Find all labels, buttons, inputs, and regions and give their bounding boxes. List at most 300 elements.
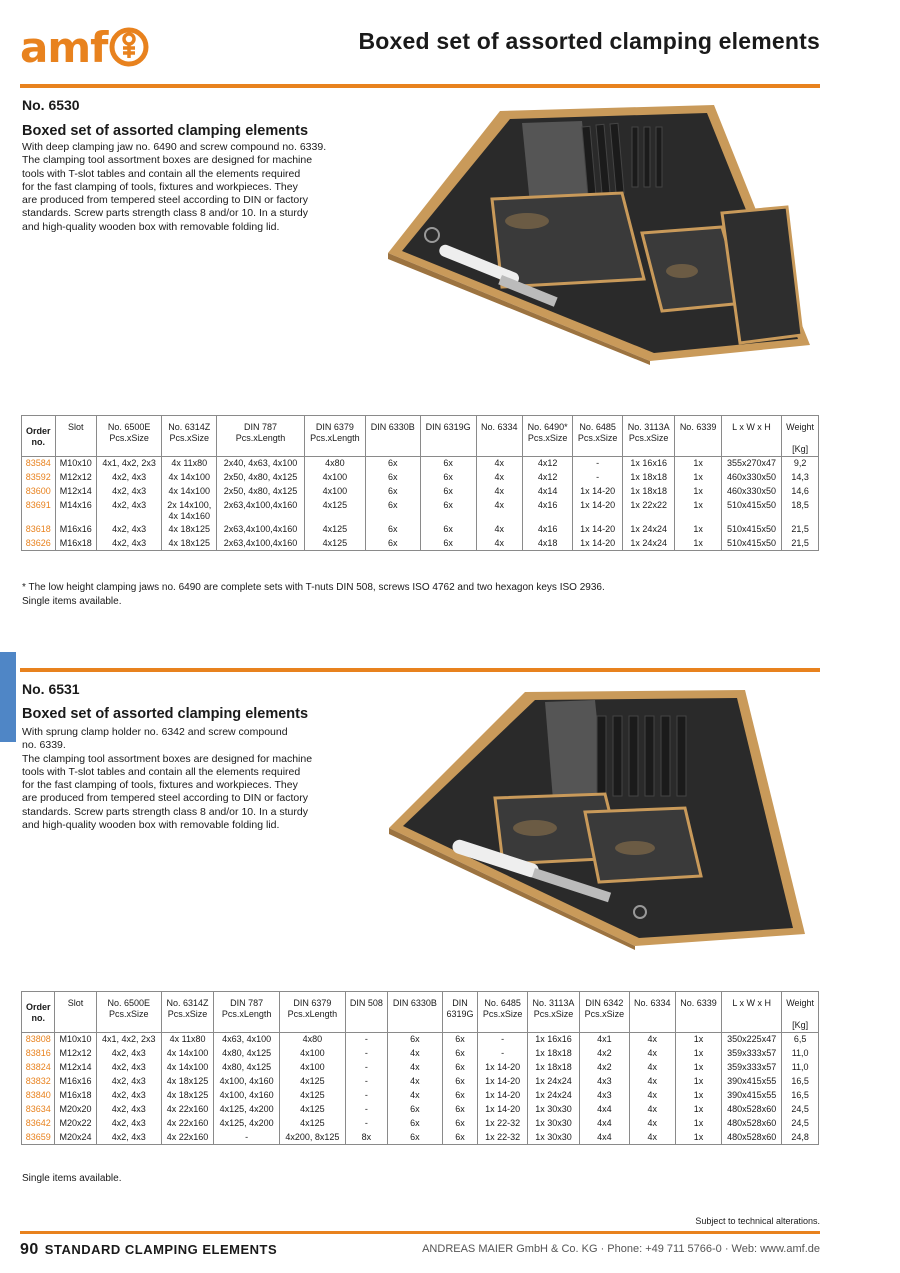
column-header-line: DIN 787 [244,422,278,432]
table-cell: 4x1, 4x2, 2x3 [96,457,161,471]
column-header [22,992,55,1033]
table-cell: 9,2 [782,457,819,471]
table-cell: M12x12 [55,1047,96,1061]
page-title: Boxed set of assorted clamping elements [358,28,820,54]
column-header [675,992,721,1033]
section-name: STANDARD CLAMPING ELEMENTS [44,1242,278,1257]
amf-logo [20,24,149,70]
table-cell: 4x80 [279,1033,345,1047]
table-cell: 6x [442,1103,478,1117]
table-cell: 4x16 [522,523,572,537]
table-cell: M10x10 [55,457,96,471]
table-cell: 4x 18x125 [162,523,217,537]
table-cell: 4x 18x125 [161,1075,213,1089]
column-header [675,416,721,457]
table-cell: 4x [629,1075,675,1089]
column-header [279,992,345,1033]
column-header [782,416,819,457]
column-header-line [784,1009,816,1020]
column-header-line: DIN 6379 [293,998,332,1008]
table-cell: M12x14 [55,485,96,499]
column-header [527,992,579,1033]
table-cell: 1x 14-20 [478,1061,528,1075]
table-row [22,537,819,551]
table-cell: 2x 14x100, 4x 14x160 [162,499,217,523]
table-cell: 21,5 [782,537,819,551]
column-header [782,992,819,1033]
table-cell: 1x [675,457,721,471]
column-header-line: No. 6500E [107,422,151,432]
column-header-line: Pcs.xSize [584,1009,625,1019]
table-row [22,1089,819,1103]
table-cell: 1x 14-20 [573,485,623,499]
column-header [217,416,305,457]
column-header-line: Slot [67,998,84,1008]
table-cell: 6x [365,537,420,551]
column-header [55,992,96,1033]
table-cell: 4x80, 4x125 [214,1047,280,1061]
footer-rule [20,1231,820,1234]
table-cell: 460x330x50 [721,485,781,499]
table-cell: M10x10 [55,1033,96,1047]
table-cell: 1x [675,1047,721,1061]
table-cell: 6x [388,1033,443,1047]
table-cell: 480x528x60 [722,1103,782,1117]
table-cell: 4x125 [304,537,365,551]
order-number-cell: 83659 [22,1131,55,1145]
column-header-line: No. 6500E [107,998,151,1008]
table-cell: 6x [388,1103,443,1117]
table-cell: 24,5 [782,1117,819,1131]
table-cell: 1x 14-20 [573,537,623,551]
table-cell: 4x125 [304,499,365,523]
table-cell: 1x 24x24 [623,523,675,537]
order-number-cell: 83824 [22,1061,55,1075]
table-cell: M12x12 [55,471,96,485]
column-header-line: no. [31,1012,45,1023]
table-cell: - [478,1033,528,1047]
order-number-cell: 83618 [22,523,56,537]
column-header-line: Pcs.xSize [527,433,568,443]
column-header-line: Order [25,1001,51,1012]
table-cell: 4x [388,1089,443,1103]
table-cell: 6x [442,1061,478,1075]
column-header-line: Pcs.xSize [167,1009,208,1019]
table-cell: 4x14 [522,485,572,499]
table-cell: - [345,1061,387,1075]
column-header [55,416,96,457]
table-cell: 6x [420,499,476,523]
table-cell: 4x2, 4x3 [96,1061,161,1075]
table-cell: 1x [675,485,721,499]
table-cell: 1x [675,537,721,551]
column-header-line: DIN 6330B [392,998,437,1008]
table-cell: 4x [388,1061,443,1075]
table-cell: 14,3 [782,471,819,485]
order-number-cell: 83840 [22,1089,55,1103]
section1-single-items: Single items available. [22,596,122,607]
column-header-line: Weight [786,998,815,1008]
table-cell: 4x12 [522,471,572,485]
table-cell: 11,0 [782,1061,819,1075]
table-cell: 4x [476,523,522,537]
table-cell: 2x63,4x100,4x160 [217,499,305,523]
table-cell: 6x [420,523,476,537]
column-header-line: Pcs.xLength [235,433,286,443]
table-cell: 6x [365,485,420,499]
column-header-line: DIN 6379 [315,422,354,432]
table-cell: 350x225x47 [722,1033,782,1047]
table-cell: 1x [675,1131,721,1145]
column-header-line: Pcs.xSize [482,1009,523,1019]
table-cell: 6x [365,499,420,523]
column-header [442,992,478,1033]
table-cell: 1x [675,499,721,523]
table-cell: M16x16 [55,1075,96,1089]
table-cell: 1x 18x18 [623,485,675,499]
table-cell: 6,5 [782,1033,819,1047]
table-cell: 14,6 [782,485,819,499]
column-header [96,992,161,1033]
header-rule [20,84,820,88]
table-cell: 6x [420,537,476,551]
table-cell: M12x14 [55,1061,96,1075]
column-header-line: Pcs.xSize [109,1009,149,1019]
table-cell: 1x 30x30 [527,1103,579,1117]
table-cell: 6x [442,1047,478,1061]
table-cell: 4x2 [580,1047,630,1061]
table-cell: 6x [365,471,420,485]
table-cell: 4x2, 4x3 [96,471,161,485]
table-cell: 4x 18x125 [161,1089,213,1103]
table-cell: 4x [629,1131,675,1145]
table-cell: 4x 18x125 [162,537,217,551]
product-image-6530 [382,103,822,365]
column-header [573,416,623,457]
table-cell: 4x [476,499,522,523]
table-cell: 4x4 [580,1103,630,1117]
table-cell: 8x [345,1131,387,1145]
table-cell: 4x1 [580,1033,630,1047]
table-cell: M14x16 [55,499,96,523]
section2-description: With sprung clamp holder no. 6342 and screw compound no. 6339. The clamping tool assortment boxes are designed for machine tools with T-slot tables and contain all the elements required for the fast clamping of tools, fixtures and workpieces. They are produced from tempered steel according to DIN or factory standards. Screw parts strength class 8 and/or 10. In a sturdy and high-quality wooden box with removable folding lid. [22,726,313,832]
table-cell: 510x415x50 [721,537,781,551]
table-cell: 4x2, 4x3 [96,1117,161,1131]
table-cell: 510x415x50 [721,523,781,537]
table-cell: 6x [365,523,420,537]
column-header [96,416,161,457]
section2-single-items: Single items available. [22,1173,122,1184]
column-header [522,416,572,457]
table-row [22,1117,819,1131]
column-header-line: L x W x H [732,998,772,1008]
section1-title: Boxed set of assorted clamping elements [22,123,309,139]
table-cell: 1x [675,1033,721,1047]
section2-table [21,991,819,1145]
table-cell: 4x [629,1103,675,1117]
table-cell: 4x [629,1047,675,1061]
table-cell: M16x16 [55,523,96,537]
table-cell: - [345,1075,387,1089]
column-header [304,416,365,457]
table-cell: 11,0 [782,1047,819,1061]
table-cell: 4x80 [304,457,365,471]
table-cell: 6x [442,1075,478,1089]
table-cell: 4x [629,1033,675,1047]
table-cell: 24,5 [782,1103,819,1117]
table-cell: 6x [388,1131,443,1145]
table-cell: 4x2, 4x3 [96,1131,161,1145]
table-cell: 510x415x50 [721,499,781,523]
column-header-line: No. 6334 [480,422,518,432]
table-cell: 1x 14-20 [478,1089,528,1103]
table-cell: 390x415x55 [722,1075,782,1089]
table-cell: 4x3 [580,1075,630,1089]
table-cell: 4x100 [279,1061,345,1075]
column-header-line: L x W x H [732,422,771,432]
column-header [629,992,675,1033]
order-number-cell: 83592 [22,471,56,485]
column-header-line: Pcs.xSize [109,433,149,443]
column-header-line: DIN [452,998,468,1008]
column-header [722,992,782,1033]
table-cell: - [345,1117,387,1131]
column-header-line: Weight [786,422,815,432]
table-cell: - [345,1103,387,1117]
order-number-cell: 83832 [22,1075,55,1089]
table-cell: - [345,1089,387,1103]
table-cell: - [214,1131,280,1145]
table-cell: 4x [629,1061,675,1075]
table-cell: 4x125, 4x200 [214,1103,280,1117]
table-cell: 1x [675,1103,721,1117]
table-cell: 4x2, 4x3 [96,485,161,499]
column-header [420,416,476,457]
table-cell: 16,5 [782,1089,819,1103]
table-cell: 1x 24x24 [623,537,675,551]
table-cell: 4x4 [580,1117,630,1131]
column-header [580,992,630,1033]
column-header-line: No. 6334 [633,998,671,1008]
table-row [22,1033,819,1047]
table-cell: 16,5 [782,1075,819,1089]
table-cell: 4x100 [304,485,365,499]
table-cell: 1x 18x18 [527,1061,579,1075]
table-cell: 4x 14x100 [161,1061,213,1075]
table-cell: 2x40, 4x63, 4x100 [217,457,305,471]
table-cell: 4x2, 4x3 [96,1103,161,1117]
table-cell: 390x415x55 [722,1089,782,1103]
table-cell: 4x125 [279,1089,345,1103]
table-cell: 4x2, 4x3 [96,523,161,537]
column-header-line: No. 6314Z [166,998,209,1008]
table-cell: 1x 14-20 [478,1103,528,1117]
column-header-line: No. 6339 [680,998,717,1008]
table-cell: 1x 18x18 [623,471,675,485]
table-cell: 2x50, 4x80, 4x125 [217,471,305,485]
column-header-line: 6319G [446,1009,474,1019]
table-cell: 1x 30x30 [527,1131,579,1145]
table-cell: 1x [675,1089,721,1103]
table-cell: 4x125 [279,1075,345,1089]
table-cell: 4x100 [279,1047,345,1061]
column-header-line: No. 6485 [579,422,616,432]
company-info: ANDREAS MAIER GmbH & Co. KG · Phone: +49 711 5766-0 · Web: www.amf.de [422,1243,820,1255]
section1-description: With deep clamping jaw no. 6490 and screw compound no. 6339. The clamping tool assortment boxes are designed for machine tools with T-slot tables and contain all the elements required for the fast clamping of tools, fixtures and workpieces. They are produced from tempered steel according to DIN or factory standards. Screw parts strength class 8 and/or 10. In a sturdy and high-quality wooden box with removable folding lid. [22,141,327,233]
table-cell: 4x125, 4x200 [214,1117,280,1131]
table-cell: 4x200, 8x125 [279,1131,345,1145]
product-image-6531 [385,688,825,950]
table-cell: 4x18 [522,537,572,551]
table-cell: 6x [442,1089,478,1103]
column-header-line: [Kg] [792,444,809,454]
table-cell: 1x 18x18 [527,1047,579,1061]
table-row [22,457,819,471]
table-cell: 4x1, 4x2, 2x3 [96,1033,161,1047]
table-cell: 4x63, 4x100 [214,1033,280,1047]
column-header-line: No. 6490* [527,422,568,432]
table-cell: 4x2, 4x3 [96,1075,161,1089]
column-header [162,416,217,457]
table-cell: 6x [420,471,476,485]
table-cell: 6x [365,457,420,471]
table-cell: 21,5 [782,523,819,537]
table-cell: 4x 22x160 [161,1103,213,1117]
table-cell: M20x22 [55,1117,96,1131]
column-header [161,992,213,1033]
table-row [22,1103,819,1117]
section-divider [20,668,820,672]
logo-emblem-icon [109,24,149,70]
column-header-line: no. [31,436,46,447]
table-cell: M20x20 [55,1103,96,1117]
table-cell: 4x [629,1089,675,1103]
table-cell: 4x 11x80 [161,1033,213,1047]
table-cell: 4x100, 4x160 [214,1075,280,1089]
column-header-line: DIN 508 [349,998,383,1008]
section1-number: No. 6530 [22,97,80,113]
table-cell: 359x333x57 [722,1061,782,1075]
table-cell: 4x80, 4x125 [214,1061,280,1075]
table-cell: 4x2, 4x3 [96,1089,161,1103]
order-number-cell: 83634 [22,1103,55,1117]
column-header-line: No. 3113A [532,998,575,1008]
table-cell: 4x [476,471,522,485]
column-header-line: No. 6339 [679,422,717,432]
table-cell: 4x3 [580,1089,630,1103]
column-header-line: Pcs.xSize [577,433,618,443]
column-header [476,416,522,457]
table-cell: 1x 16x16 [527,1033,579,1047]
section2-title: Boxed set of assorted clamping elements [22,706,309,722]
table-row [22,499,819,523]
table-cell: 1x 24x24 [527,1075,579,1089]
column-header-line: DIN 6319G [425,422,471,432]
table-cell: 1x [675,1061,721,1075]
column-header-line: [Kg] [792,1020,809,1030]
table-cell: 18,5 [782,499,819,523]
table-cell: 480x528x60 [722,1117,782,1131]
table-row [22,485,819,499]
table-row [22,1075,819,1089]
table-row [22,1131,819,1145]
logo-text: amf [20,22,108,72]
table-cell: 1x 22x22 [623,499,675,523]
table-cell: - [573,457,623,471]
column-header [365,416,420,457]
column-header [214,992,280,1033]
table-cell: 4x 22x160 [161,1117,213,1131]
page-number: 90 [20,1241,39,1258]
order-number-cell: 83816 [22,1047,55,1061]
table-header-row [22,992,819,1033]
table-cell: - [478,1047,528,1061]
column-header-line: Pcs.xSize [533,1009,574,1019]
column-header [22,416,56,457]
table-cell: M20x24 [55,1131,96,1145]
table-cell: M16x18 [55,1089,96,1103]
table-header-row [22,416,819,457]
table-cell: 1x [675,1117,721,1131]
table-cell: 4x16 [522,499,572,523]
table-cell: 6x [388,1117,443,1131]
table-cell: 6x [420,457,476,471]
order-number-cell: 83808 [22,1033,55,1047]
column-header-line: No. 6314Z [168,422,211,432]
section1-footnote: * The low height clamping jaws no. 6490 are complete sets with T-nuts DIN 508, screws ISO 4762 and two hexagon keys ISO 2936. [22,582,605,593]
table-cell: 480x528x60 [722,1131,782,1145]
table-cell: 4x [388,1047,443,1061]
side-tab [0,652,16,742]
table-cell: 4x2, 4x3 [96,1047,161,1061]
table-cell: 4x4 [580,1131,630,1145]
order-number-cell: 83642 [22,1117,55,1131]
column-header [623,416,675,457]
table-cell: - [573,471,623,485]
table-cell: 6x [442,1033,478,1047]
table-cell: 1x 14-20 [573,499,623,523]
column-header-line [784,433,816,444]
section2-number: No. 6531 [22,681,80,697]
table-cell: 4x 14x100 [162,485,217,499]
order-number-cell: 83600 [22,485,56,499]
table-cell: 2x63,4x100,4x160 [217,523,305,537]
table-cell: - [345,1047,387,1061]
table-cell: 4x 14x100 [162,471,217,485]
table-cell: 4x12 [522,457,572,471]
table-cell: 1x [675,1075,721,1089]
table-cell: 4x2, 4x3 [96,499,161,523]
table-cell: 4x [629,1117,675,1131]
table-cell: 4x2, 4x3 [96,537,161,551]
table-row [22,1047,819,1061]
table-cell: 4x 22x160 [161,1131,213,1145]
column-header [721,416,781,457]
table-cell: 355x270x47 [721,457,781,471]
table-cell: 24,8 [782,1131,819,1145]
table-cell: 4x125 [304,523,365,537]
table-cell: 4x 14x100 [161,1047,213,1061]
column-header [478,992,528,1033]
order-number-cell: 83584 [22,457,56,471]
table-cell: 359x333x57 [722,1047,782,1061]
column-header [388,992,443,1033]
table-cell: 4x2 [580,1061,630,1075]
table-cell: 4x125 [279,1103,345,1117]
table-cell: 460x330x50 [721,471,781,485]
table-cell: 1x [675,471,721,485]
column-header-line: No. 3113A [627,422,670,432]
